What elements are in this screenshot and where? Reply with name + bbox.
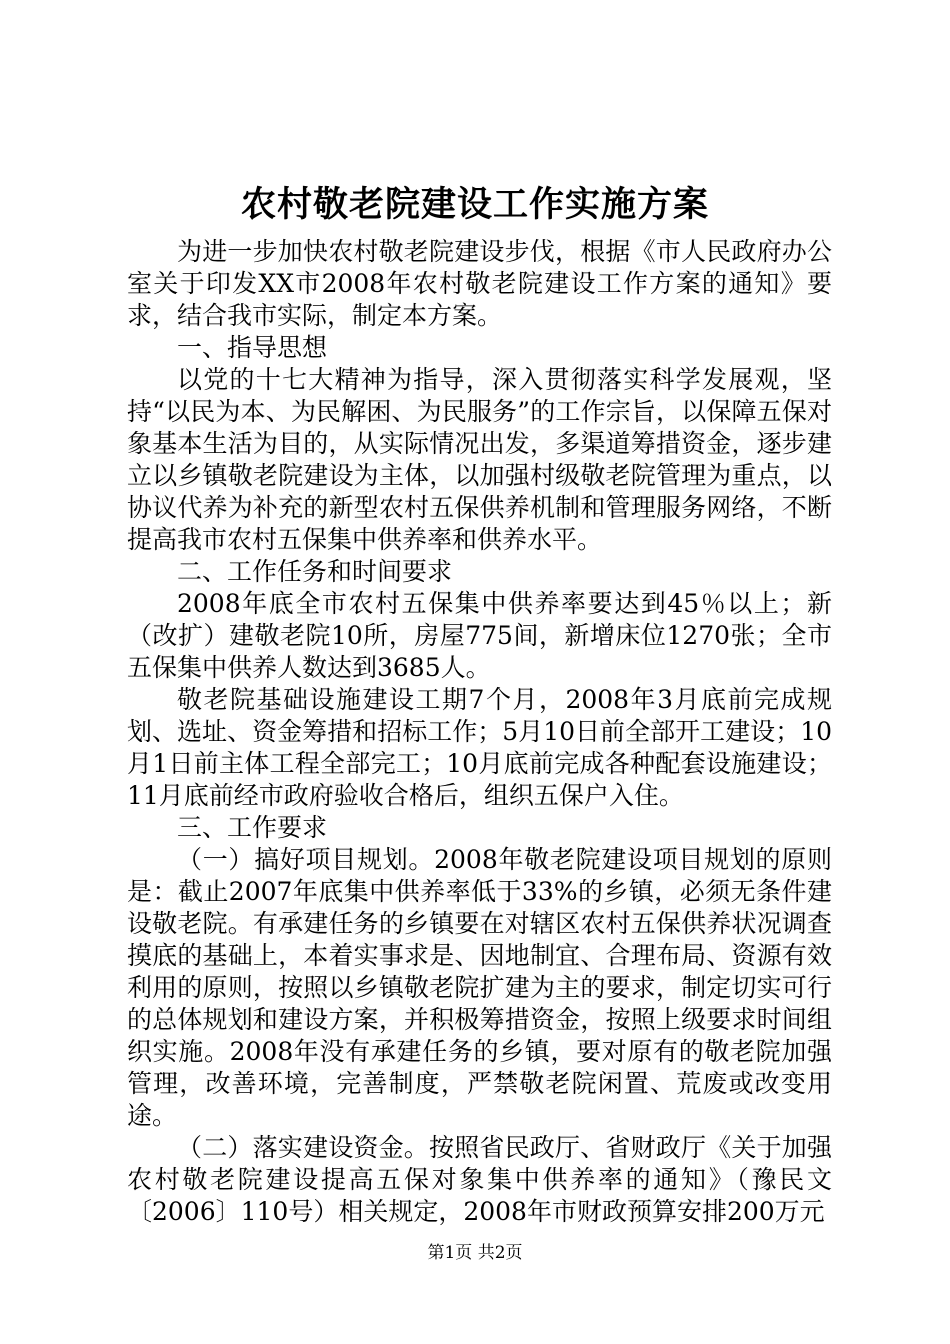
paragraph-intro: 为进一步加快农村敬老院建设步伐，根据《市人民政府办公室关于印发XX市2008年农村敬老院建设工作方案的通知》要求，结合我市实际，制定本方案。 [127, 237, 832, 330]
document-body [127, 236, 832, 1228]
heading-tasks-and-timeline: 二、工作任务和时间要求 [177, 557, 453, 586]
paragraph-tasks: 2008年底全市农村五保集中供养率要达到45％以上；新（改扩）建敬老院10所，房屋775间，新增床位1270张；全市五保集中供养人数达到3685人。 [127, 589, 832, 682]
page-number-footer: 第1页 共2页 [427, 1243, 523, 1263]
paragraph-project-planning: （一）搞好项目规划。2008年敬老院建设项目规划的原则是：截止2007年底集中供养率低于33%的乡镇，必须无条件建设敬老院。有承建任务的乡镇要在对辖区农村五保供养状况调查摸底的基础上，本着实事求是、因地制宜、合理布局、资源有效利用的原则，按照以乡镇敬老院扩建为主的要求，制定切实可行的总体规划和建设方案，并积极筹措资金，按照上级要求时间组织实施。2008年没有承建任务的乡镇，要对原有的敬老院加强管理，改善环境，完善制度，严禁敬老院闲置、荒废或改变用途。 [127, 845, 832, 1130]
paragraph-guiding-ideology: 以党的十七大精神为指导，深入贯彻落实科学发展观，坚持“以民为本、为民解困、为民服务”的工作宗旨，以保障五保对象基本生活为目的，从实际情况出发，多渠道筹措资金，逐步建立以乡镇敬老院建设为主体，以加强村级敬老院管理为重点，以协议代养为补充的新型农村五保供养机制和管理服务网络，不断提高我市农村五保集中供养率和供养水平。 [127, 365, 832, 554]
heading-work-requirements: 三、工作要求 [177, 813, 328, 842]
paragraph-funding: （二）落实建设资金。按照省民政厅、省财政厅《关于加强农村敬老院建设提高五保对象集中供养率的通知》（豫民文〔2006〕110号）相关规定，2008年市财政预算安排200万元 [127, 1133, 832, 1226]
heading-guiding-ideology: 一、指导思想 [177, 333, 328, 362]
paragraph-timeline: 敬老院基础设施建设工期7个月，2008年3月底前完成规划、选址、资金筹措和招标工作；5月10日前全部开工建设；10月1日前主体工程全部完工；10月底前完成各种配套设施建设；11月底前经市政府验收合格后，组织五保户入住。 [127, 685, 832, 810]
document-title: 农村敬老院建设工作实施方案 [240, 184, 709, 225]
